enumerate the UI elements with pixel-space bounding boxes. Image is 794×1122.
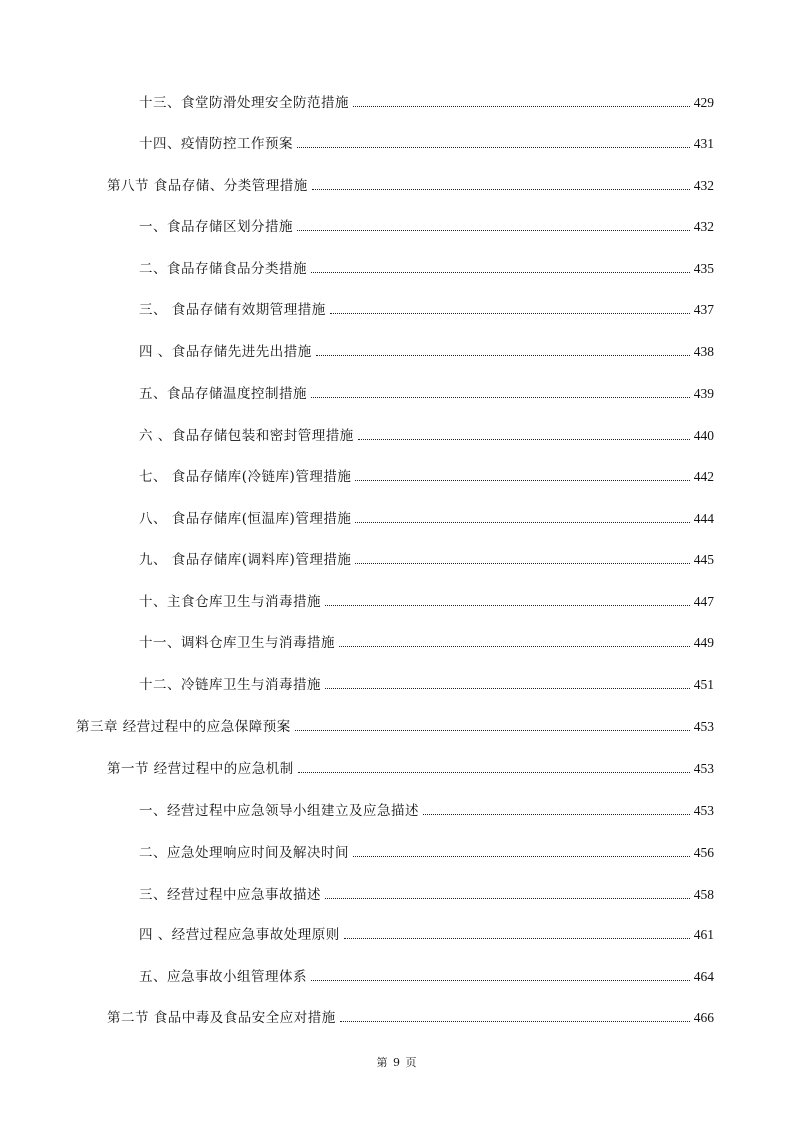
toc-entry-label: 十一、调料仓库卫生与消毒措施 (139, 635, 335, 651)
toc-entry-page-number: 442 (693, 469, 714, 484)
toc-entry-label: 九、 食品存储库(调料库)管理措施 (139, 552, 352, 568)
dot-leader (325, 898, 690, 899)
toc-entry-section[interactable] (107, 173, 714, 195)
toc-entry-item[interactable] (139, 922, 714, 944)
page-number-label: 第 9 页 (376, 1056, 418, 1069)
toc-entry-item[interactable] (139, 589, 714, 611)
toc-entry-page-number: 437 (693, 302, 714, 317)
toc-entry-label: 四 、食品存储先进先出措施 (139, 344, 312, 360)
toc-entry-page-number: 453 (693, 803, 714, 818)
dot-leader (297, 147, 690, 148)
toc-entry-page-number: 447 (693, 594, 714, 609)
toc-entry-page-number: 432 (693, 178, 714, 193)
dot-leader (355, 563, 689, 564)
toc-entry-section[interactable] (107, 756, 714, 778)
toc-entry-page-number: 451 (693, 677, 714, 692)
dot-leader (423, 814, 690, 815)
dot-leader (325, 605, 690, 606)
toc-entry-section[interactable] (107, 1005, 714, 1027)
toc-entry-label: 五、应急事故小组管理体系 (139, 969, 307, 985)
toc-entry-page-number: 440 (693, 428, 714, 443)
toc-entry-label: 八、 食品存储库(恒温库)管理措施 (139, 511, 352, 527)
dot-leader (311, 272, 690, 273)
toc-entry-page-number: 432 (693, 219, 714, 234)
toc-entry-page-number: 453 (693, 761, 714, 776)
dot-leader (353, 856, 690, 857)
dot-leader (355, 480, 689, 481)
toc-entry-item[interactable] (139, 339, 714, 361)
toc-entry-label: 第二节 食品中毒及食品安全应对措施 (107, 1010, 336, 1026)
toc-entry-page-number: 466 (693, 1010, 714, 1025)
toc-entry-item[interactable] (139, 214, 714, 236)
dot-leader (311, 397, 690, 398)
toc-entry-item[interactable] (139, 506, 714, 528)
dot-leader (358, 439, 690, 440)
toc-entry-label: 六 、食品存储包装和密封管理措施 (139, 428, 354, 444)
toc-entry-label: 七、 食品存储库(冷链库)管理措施 (139, 469, 352, 485)
dot-leader (339, 646, 690, 647)
toc-entry-item[interactable] (139, 464, 714, 486)
toc-entry-item[interactable] (139, 131, 714, 153)
toc-entry-label: 三、经营过程中应急事故描述 (139, 887, 321, 903)
toc-entry-item[interactable] (139, 964, 714, 986)
dot-leader (316, 355, 690, 356)
dot-leader (355, 522, 689, 523)
toc-entry-page-number: 458 (693, 887, 714, 902)
dot-leader (311, 980, 690, 981)
dot-leader (312, 189, 690, 190)
toc-entry-page-number: 456 (693, 845, 714, 860)
toc-entry-page-number: 464 (693, 969, 714, 984)
toc-entry-item[interactable] (139, 256, 714, 278)
toc-entry-page-number: 439 (693, 386, 714, 401)
toc-entry-label: 十二、冷链库卫生与消毒措施 (139, 677, 321, 693)
toc-entry-page-number: 461 (693, 927, 714, 942)
dot-leader (344, 938, 690, 939)
toc-entry-label: 三、 食品存储有效期管理措施 (139, 302, 326, 318)
toc-entry-page-number: 453 (693, 719, 714, 734)
toc-entry-label: 四 、经营过程应急事故处理原则 (139, 927, 340, 943)
toc-entry-label: 五、食品存储温度控制措施 (139, 386, 307, 402)
toc-entry-page-number: 444 (693, 511, 714, 526)
toc-entry-label: 第八节 食品存储、分类管理措施 (107, 178, 308, 194)
dot-leader (340, 1021, 690, 1022)
toc-entry-item[interactable] (139, 840, 714, 862)
page-footer (0, 1054, 794, 1070)
toc-entry-label: 十四、疫情防控工作预案 (139, 136, 293, 152)
toc-entry-chapter[interactable] (76, 714, 714, 736)
toc-entry-item[interactable] (139, 297, 714, 319)
toc-entry-label: 十三、食堂防滑处理安全防范措施 (139, 95, 349, 111)
dot-leader (295, 730, 690, 731)
dot-leader (298, 772, 690, 773)
dot-leader (353, 106, 690, 107)
toc-entry-item[interactable] (139, 798, 714, 820)
toc-entry-label: 第一节 经营过程中的应急机制 (107, 761, 294, 777)
toc-entry-label: 一、食品存储区划分措施 (139, 219, 293, 235)
toc-entry-label: 第三章 经营过程中的应急保障预案 (76, 719, 291, 735)
toc-entry-page-number: 431 (693, 136, 714, 151)
dot-leader (325, 688, 690, 689)
dot-leader (297, 230, 690, 231)
toc-entry-page-number: 445 (693, 552, 714, 567)
toc-entry-item[interactable] (139, 882, 714, 904)
toc-entry-page-number: 435 (693, 261, 714, 276)
toc-entry-label: 二、食品存储食品分类措施 (139, 261, 307, 277)
toc-entry-item[interactable] (139, 90, 714, 112)
toc-entry-item[interactable] (139, 672, 714, 694)
toc-entry-label: 一、经营过程中应急领导小组建立及应急描述 (139, 803, 419, 819)
toc-entry-page-number: 449 (693, 635, 714, 650)
toc-entry-label: 十、主食仓库卫生与消毒措施 (139, 594, 321, 610)
dot-leader (330, 313, 690, 314)
toc-entry-label: 二、应急处理响应时间及解决时间 (139, 845, 349, 861)
toc-entry-item[interactable] (139, 547, 714, 569)
toc-entry-item[interactable] (139, 381, 714, 403)
toc-entry-page-number: 438 (693, 344, 714, 359)
toc-entry-item[interactable] (139, 423, 714, 445)
toc-entry-item[interactable] (139, 630, 714, 652)
toc-entry-page-number: 429 (693, 95, 714, 110)
